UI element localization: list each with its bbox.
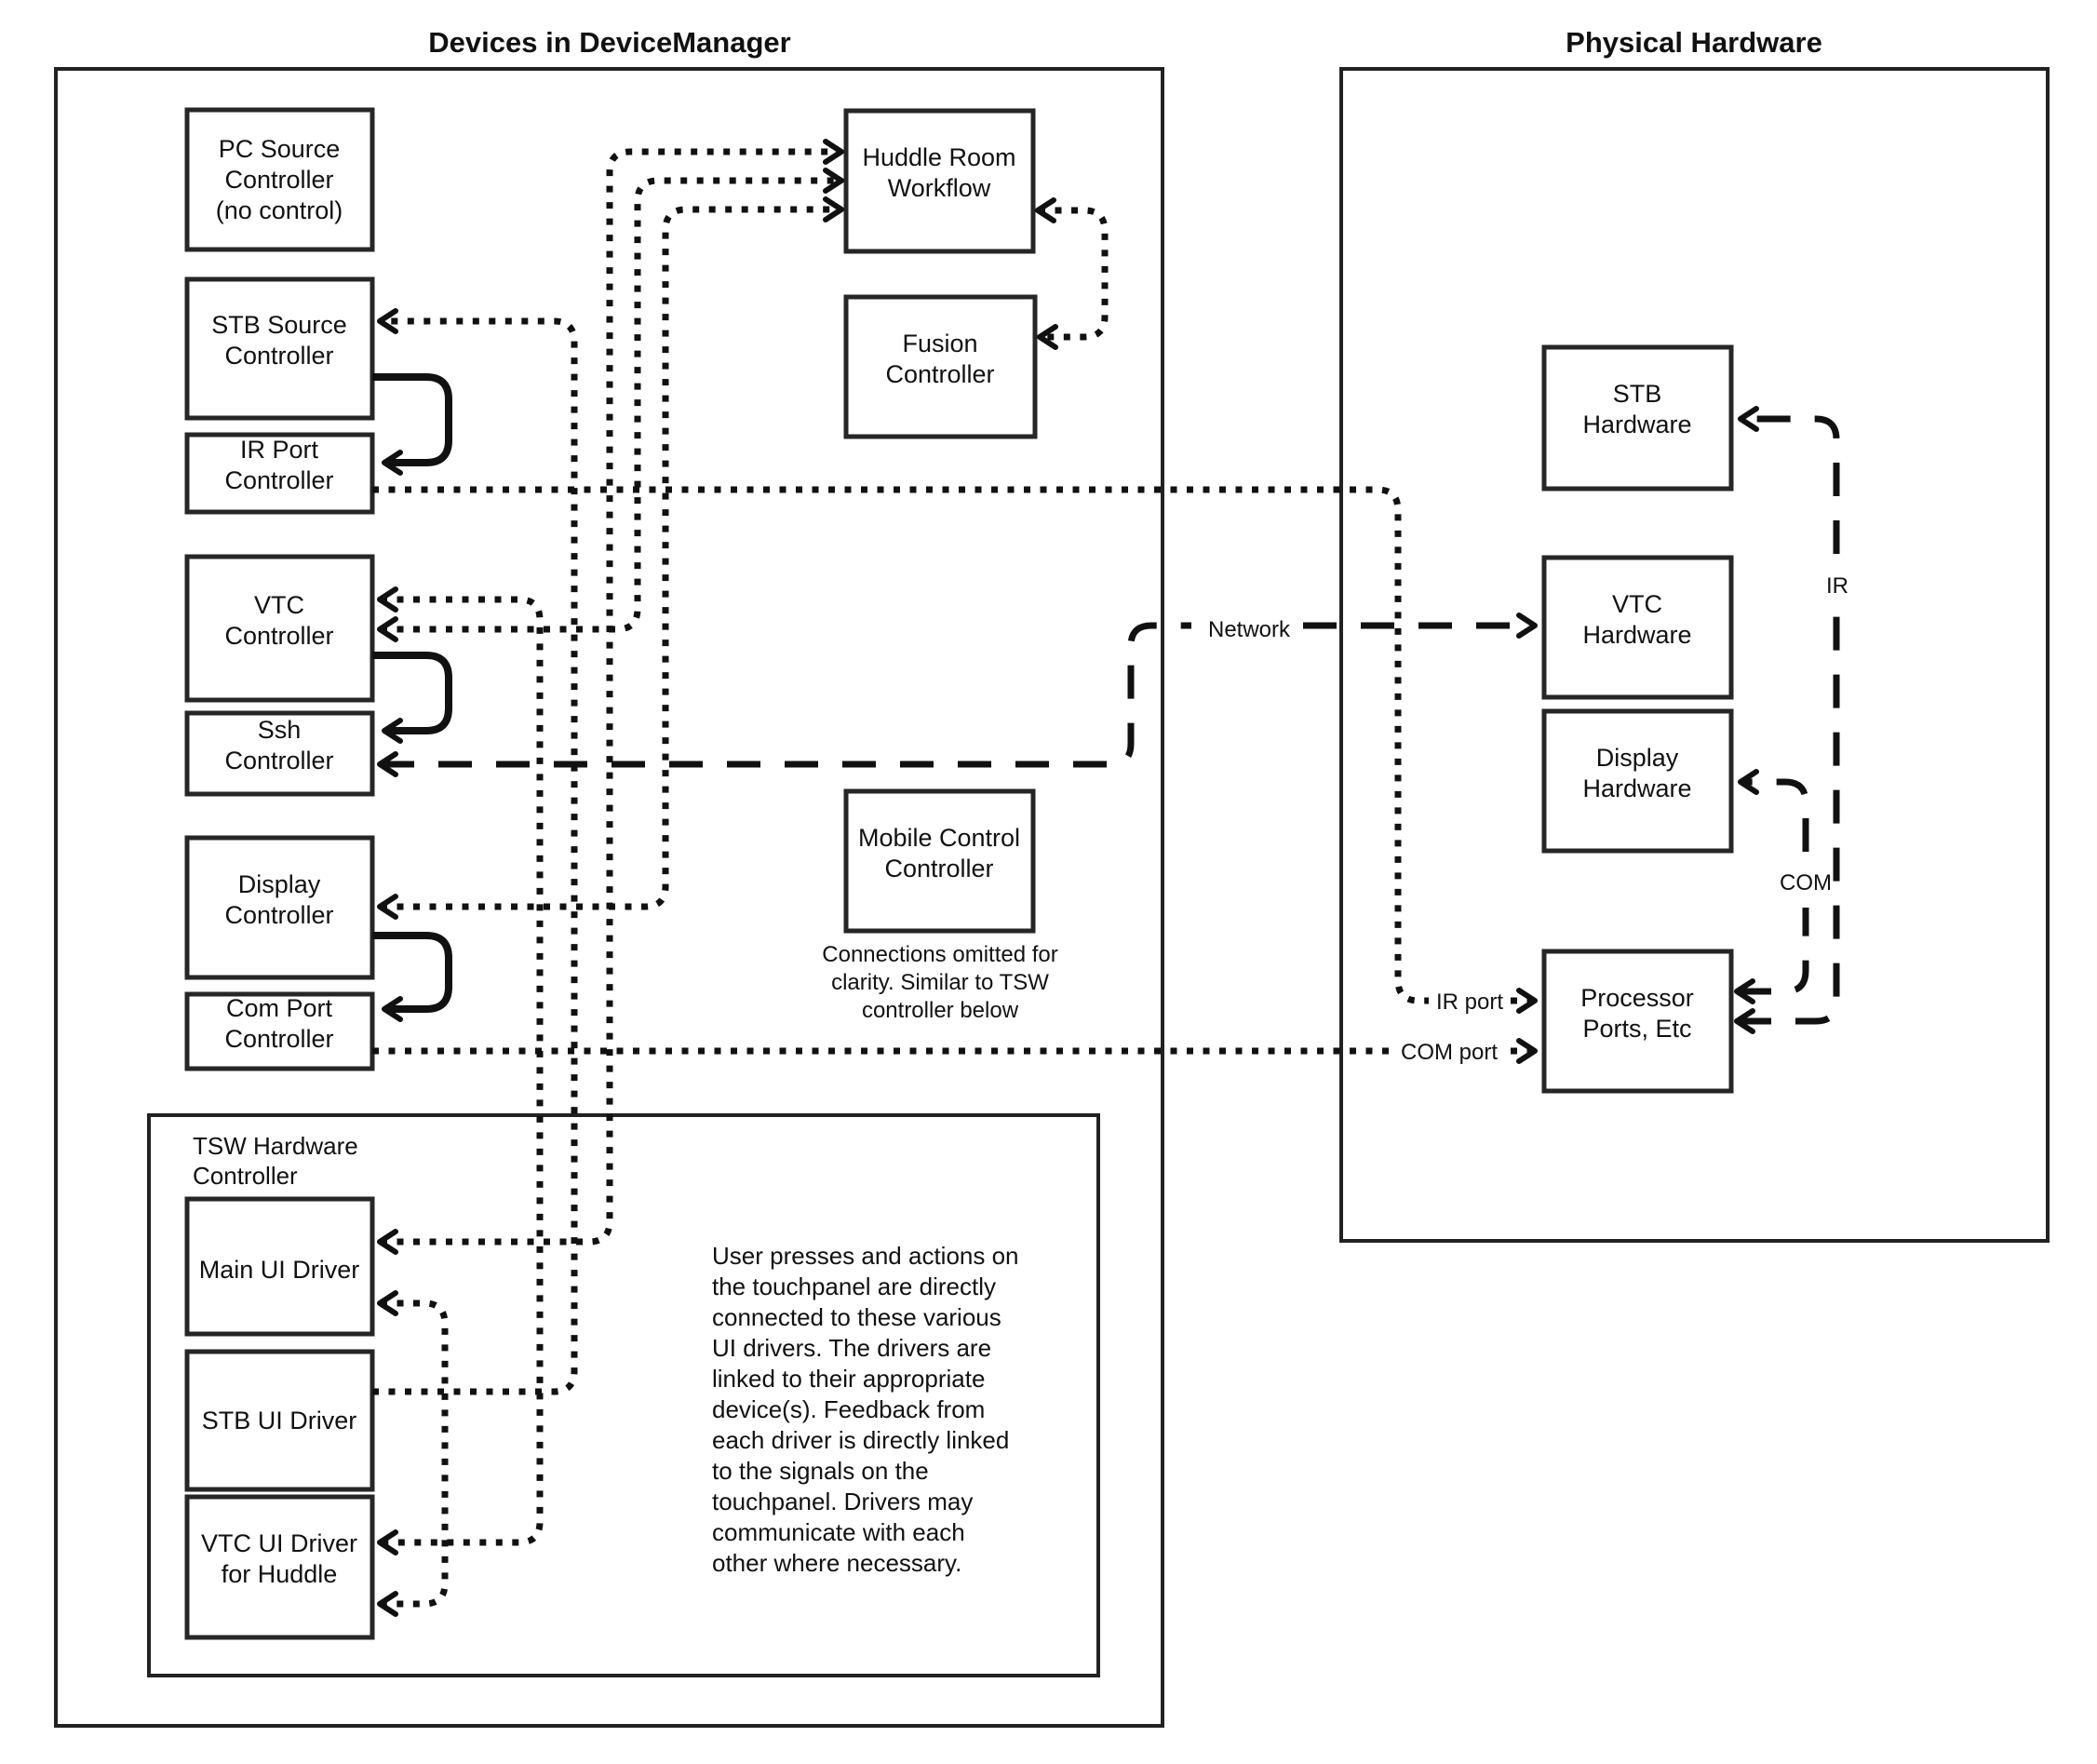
- stb-hw-label-line2: Hardware: [1582, 411, 1692, 438]
- physical-section-title: Physical Hardware: [1566, 26, 1822, 59]
- com-port-label-line2: Controller: [224, 1025, 334, 1053]
- conn-display-to-com-port: [372, 936, 449, 1009]
- tsw-paragraph-line11: other where necessary.: [712, 1549, 962, 1577]
- huddle-label-line2: Workflow: [887, 174, 991, 202]
- huddle-label-line1: Huddle Room: [862, 143, 1016, 171]
- com-port-label-line1: Com Port: [225, 994, 333, 1022]
- vtc-label-line1: VTC: [254, 591, 304, 619]
- pc-source-label-line1: PC Source: [218, 135, 341, 163]
- tsw-paragraph-line1: User presses and actions on: [712, 1242, 1019, 1270]
- com-line-label: COM: [1780, 870, 1832, 895]
- stb-ui-label: STB UI Driver: [201, 1407, 357, 1434]
- mobile-label-line2: Controller: [884, 855, 994, 882]
- tsw-paragraph-line7: each driver is directly linked: [712, 1426, 1010, 1454]
- conn-display-controller-huddle: [381, 209, 840, 907]
- tsw-paragraph-line3: connected to these various: [712, 1303, 1001, 1331]
- mobile-note-line3: controller below: [861, 998, 1019, 1023]
- ssh-label-line2: Controller: [224, 747, 334, 774]
- conn-huddle-fusion: [1039, 210, 1105, 337]
- stb-source-label-line1: STB Source: [211, 311, 347, 339]
- display-label-line1: Display: [237, 870, 321, 898]
- tsw-paragraph-line8: to the signals on the: [712, 1457, 929, 1485]
- conn-vtc-to-ssh: [372, 655, 449, 731]
- vtc-ui-label-line1: VTC UI Driver: [201, 1529, 357, 1557]
- display-label-line2: Controller: [224, 901, 334, 929]
- ir-port-line-label: IR port: [1436, 990, 1504, 1015]
- tsw-paragraph-line6: device(s). Feedback from: [712, 1395, 986, 1423]
- conn-stb-ui-to-stb-source: [372, 321, 574, 1392]
- tsw-container-label-line2: Controller: [193, 1162, 298, 1190]
- stb-hw-label-line1: STB: [1612, 380, 1662, 408]
- conn-network-line-left: [381, 626, 1191, 764]
- conn-com-hw-line-upper: [1741, 782, 1806, 852]
- tsw-paragraph-line2: the touchpanel are directly: [712, 1273, 996, 1300]
- tsw-container-label-line1: TSW Hardware: [193, 1132, 358, 1160]
- mobile-note-line2: clarity. Similar to TSW: [831, 970, 1049, 995]
- conn-main-ui-vtc-ui: [381, 1303, 445, 1604]
- vtc-label-line2: Controller: [224, 622, 334, 650]
- tsw-paragraph-line4: UI drivers. The drivers are: [712, 1334, 992, 1362]
- conn-stb-source-to-ir-port: [372, 377, 449, 463]
- fusion-label-line1: Fusion: [902, 330, 978, 357]
- conn-ir-hw-line-lower: [1738, 610, 1836, 1021]
- conn-ir-hw-line-upper: [1741, 419, 1836, 554]
- mobile-note-line1: Connections omitted for: [822, 942, 1058, 967]
- processor-label-line1: Processor: [1580, 984, 1694, 1012]
- tsw-paragraph-line10: communicate with each: [712, 1518, 965, 1546]
- main-ui-label: Main UI Driver: [198, 1256, 360, 1284]
- conn-com-hw-line-lower: [1738, 908, 1806, 991]
- pc-source-label-line3: (no control): [215, 196, 343, 224]
- tsw-paragraph-line9: touchpanel. Drivers may: [712, 1488, 974, 1515]
- ir-line-label: IR: [1826, 573, 1848, 599]
- ir-port-label-line1: IR Port: [239, 436, 319, 464]
- com-port-line-label: COM port: [1401, 1040, 1499, 1065]
- ssh-label-line1: Ssh: [257, 716, 302, 744]
- fusion-label-line2: Controller: [885, 360, 995, 388]
- devices-section-title: Devices in DeviceManager: [428, 26, 791, 59]
- tsw-paragraph-line5: linked to their appropriate: [712, 1365, 986, 1393]
- processor-label-line2: Ports, Etc: [1582, 1015, 1692, 1043]
- vtc-hw-label-line1: VTC: [1612, 590, 1662, 618]
- display-hw-label-line2: Hardware: [1582, 774, 1692, 802]
- vtc-hw-label-line2: Hardware: [1582, 621, 1692, 649]
- display-hw-label-line1: Display: [1595, 744, 1679, 772]
- mobile-label-line1: Mobile Control: [857, 824, 1021, 852]
- vtc-ui-label-line2: for Huddle: [221, 1560, 338, 1588]
- ir-port-label-line2: Controller: [224, 466, 334, 494]
- network-line-label: Network: [1207, 617, 1291, 642]
- conn-vtc-controller-vtc-ui: [381, 599, 540, 1542]
- pc-source-label-line2: Controller: [224, 166, 334, 194]
- stb-source-label-line2: Controller: [224, 342, 334, 370]
